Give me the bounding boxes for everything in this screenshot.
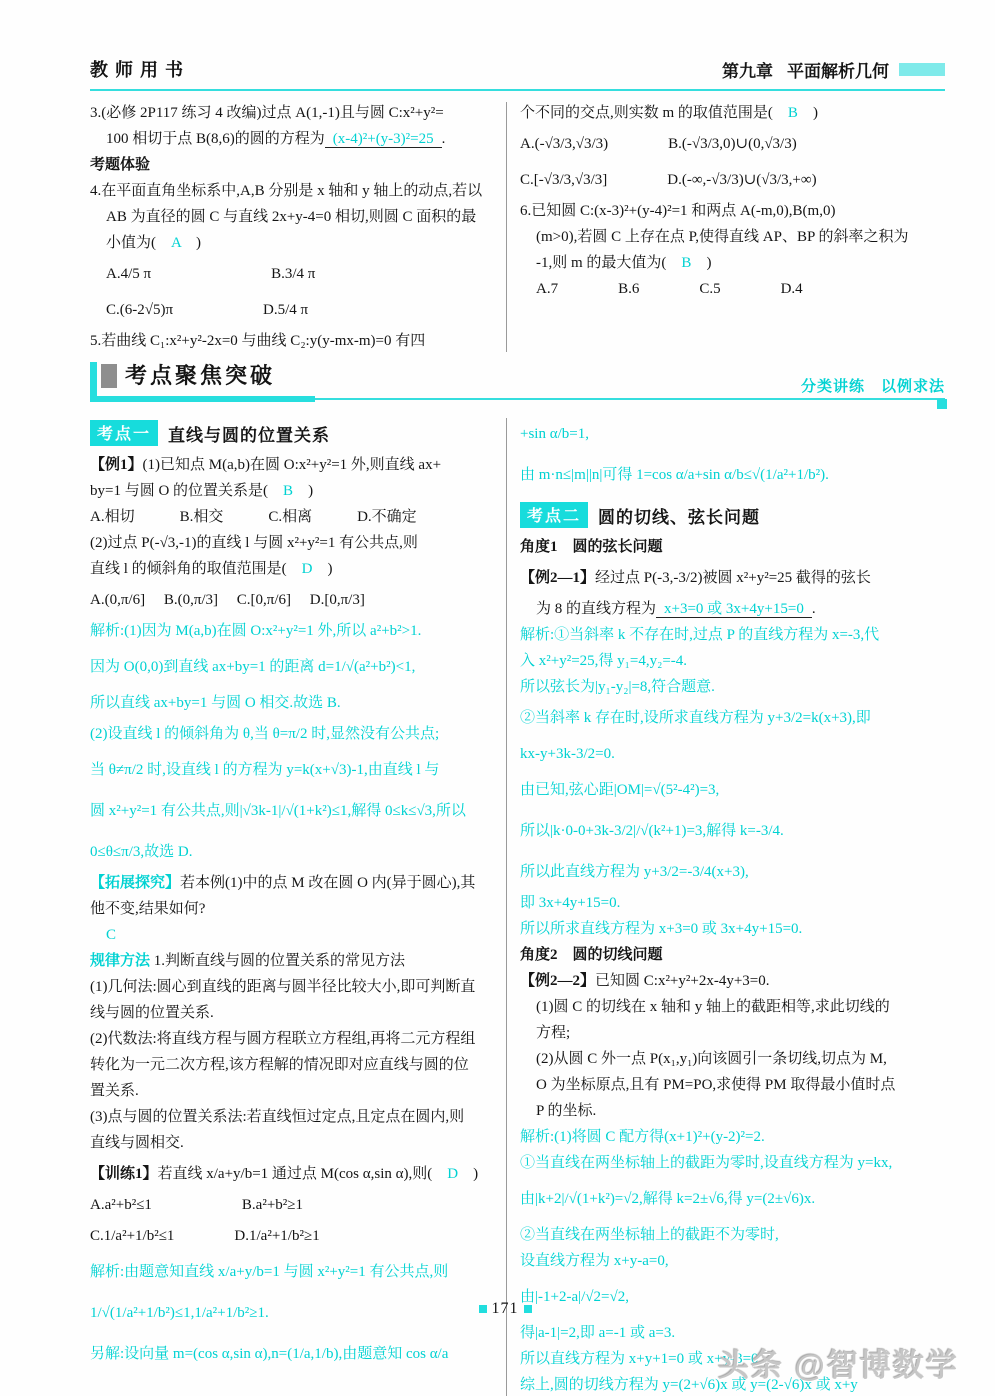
text-segment: A.a²+b²≤1 B.a²+b²≥1 [90,1197,304,1213]
text-segment: 转化为一元二次方程,该方程解的情况即对应直线与圆的位 [90,1057,469,1073]
text-segment: 所以直线 ax+by=1 与圆 O 相交.故选 B. [90,695,341,711]
text-segment: kx-y+3k-3/2=0. [520,746,615,762]
text-segment: 个不同的交点,则实数 m 的取值范围是( [520,105,788,121]
text-line [520,250,945,276]
text-line [90,582,494,618]
text-segment: A.相切 B.相交 C.相离 D.不确定 [90,509,417,525]
text-line [90,178,494,204]
text-line [90,1290,494,1336]
main-left-column [90,416,494,1396]
text-line [520,452,945,498]
text-segment: +sin α/b=1, [520,426,589,442]
text-segment: 4.在平面直角坐标系中,A,B 分别是 x 轴和 y 轴上的动点,若以 [90,183,483,199]
page-number-square-right [524,1305,532,1313]
main-left-lines [90,452,494,1372]
text-segment: 由|k+2|/√(1+k²)=√2,解得 k=2±√6,得 y=(2±√6)x. [520,1191,816,1207]
text-line [90,556,494,582]
text-segment: . [441,131,446,147]
text-segment: A.(-√3/3,√3/3) B.(-√3/3,0)∪(0,√3/3) [520,136,797,152]
page-number: 171 [491,1300,519,1317]
text-line [90,1254,494,1290]
page-number-square-left [479,1305,487,1313]
text-line [90,1156,494,1192]
text-segment: A.4/5 π B.3/4 π [106,266,316,282]
text-line [520,1046,945,1072]
text-segment: 若本例(1)中的点 M 改在圆 O 内(异于圆心),其 [180,875,476,891]
text-segment: ) [797,105,818,121]
text-segment: 【例2—1】 [520,570,596,586]
text-segment: 他不变,结果如何? [90,901,206,917]
text-segment: (m>0),若圆 C 上存在点 P,使得直线 AP、BP 的斜率之积为 [536,229,909,245]
text-segment: 所以所求直线方程为 x+3=0 或 3x+4y+15=0. [520,921,803,937]
text-line [520,276,945,302]
text-segment: C.1/a²+1/b²≤1 D.1/a²+1/b²≥1 [90,1228,320,1244]
text-line [520,890,945,916]
text-segment: ②当斜率 k 存在时,设所求直线方程为 y+3/2=k(x+3),即 [520,710,871,726]
header-accent-block [899,63,945,76]
text-segment: B [681,255,692,271]
text-segment: 置关系. [90,1083,139,1099]
text-segment: 6.已知圆 C:(x-3)²+(y-4)²=1 和两点 A(-m,0),B(m,0) [520,203,836,219]
column-divider [506,102,507,352]
text-line [90,1052,494,1078]
text-segment: P 的坐标. [536,1103,597,1119]
text-line [90,788,494,834]
text-line [90,618,494,644]
text-segment: 已知圆 C:x²+y²+2x-4y+3=0. [595,973,770,989]
text-line [90,690,494,716]
text-segment: A.7 B.6 C.5 D.4 [536,281,803,297]
text-line [520,416,945,452]
text-line [520,808,945,854]
kaodian1-badge: 考点一 [90,420,158,446]
text-line [90,974,494,1000]
text-line [90,948,494,974]
text-line [90,478,494,504]
answer-blank: (x-4)²+(y-3)²=25 [325,131,442,148]
text-segment: 由 m·n≤|m||n|可得 1=cos α/a+sin α/b≤√(1/a²+1/b²). [520,467,829,483]
text-segment: 即 3x+4y+15=0. [520,895,621,911]
text-line [90,1336,494,1372]
text-line [90,452,494,478]
text-segment: ) [312,561,333,577]
text-segment: 若直线 x/a+y/b=1 通过点 M(cos α,sin α),则( [157,1166,448,1182]
text-line [520,736,945,772]
text-segment: 得|a-1|=2,即 a=-1 或 a=3. [520,1325,676,1341]
text-segment: (2)设直线 l 的倾斜角为 θ,当 θ=π/2 时,显然没有公共点; [90,726,440,742]
main-right-pre-lines [520,416,945,498]
text-segment: D [447,1166,459,1182]
text-segment: 规律方法 [90,953,151,969]
band-gray-square [101,364,117,388]
text-line [90,834,494,870]
kaodian2-title: 圆的切线、弦长问题 [598,507,761,527]
text-segment: 解析:(1)因为 M(a,b)在圆 O:x²+y²=1 外,所以 a²+b²>1. [90,623,422,639]
text-segment: 1.判断直线与圆的位置关系的常见方法 [150,953,406,969]
text-segment: O 为坐标原点,且有 PM=PO,求使得 PM 取得最小值时点 [536,1077,896,1093]
text-segment: C.(6-2√5)π D.5/4 π [106,302,309,318]
text-line [520,994,945,1020]
text-line [90,644,494,690]
text-line [520,648,945,674]
text-line [520,622,945,648]
main-right-lines [520,534,945,1396]
exam-right-column [520,100,945,354]
text-segment: 设直线方程为 x+y-a=0, [520,1253,669,1269]
text-segment: by=1 与圆 O 的位置关系是( [90,483,284,499]
text-segment: A [171,235,182,251]
text-line [520,126,945,162]
text-segment: -1,则 m 的最大值为( [536,255,682,271]
exam-left-column [90,100,494,354]
text-line [520,100,945,126]
text-line [90,1078,494,1104]
text-segment: 所以此直线方程为 y+3/2=-3/4(x+3), [520,864,749,880]
text-segment: 解析:①当斜率 k 不存在时,过点 P 的直线方程为 x=-3,代 [520,627,880,643]
watermark: 头条 @智博数学 [718,1348,959,1383]
text-segment: (1)圆 C 的切线在 x 轴和 y 轴上的截距相等,求此切线的 [536,999,890,1015]
text-line [90,504,494,530]
text-segment: 【例1】 [90,457,143,473]
text-line [520,1176,945,1222]
text-segment: (1)几何法:圆心到直线的距离与圆半径比较大小,即可判断直 [90,979,476,995]
text-segment: 当 θ≠π/2 时,设直线 l 的方程为 y=k(x+√3)-1,由直线 l 与 [90,762,440,778]
text-segment: 所以|k·0-0+3k-3/2|/√(k²+1)=3,解得 k=-3/4. [520,823,784,839]
text-segment: 【拓展探究】 [90,875,181,891]
text-segment: AB 为直径的圆 C 与直线 2x+y-4=0 相切,则圆 C 面积的最 [106,209,477,225]
text-segment: 由|-1+2-a|/√2=√2, [520,1289,629,1305]
text-line [520,198,945,224]
text-segment: 角度2 圆的切线问题 [520,947,663,963]
text-line [520,674,945,700]
kaodian1-row [90,418,494,448]
text-segment: ) [293,483,314,499]
main-section [90,416,945,1396]
text-segment: 经过点 P(-3,-3/2)被圆 x²+y²=25 截得的弦长 [595,570,871,586]
text-line [90,152,494,178]
text-segment: 所以弦长为|y₁-y₂|=8,符合题意. [520,679,715,695]
text-segment: (2)过点 P(-√3,-1)的直线 l 与圆 x²+y²=1 有公共点,则 [90,535,418,551]
text-segment: (2)代数法:将直线方程与圆方程联立方程组,再将二元方程组 [90,1031,476,1047]
band-cyan-bar [90,362,97,398]
text-segment: 小值为( [106,235,171,251]
band-end-square [937,399,947,409]
answer-blank: x+3=0 或 3x+4y+15=0 [656,601,812,618]
text-line [90,1192,494,1218]
chapter-number: 第九章 [722,62,773,81]
text-line [520,596,945,622]
text-segment: 因为 O(0,0)到直线 ax+by=1 的距离 d=1/√(a²+b²)<1, [90,659,416,675]
text-segment: ) [458,1166,479,1182]
text-segment: 【例2—2】 [520,973,596,989]
text-line [90,1104,494,1130]
text-segment: 1/√(1/a²+1/b²)≤1,1/a²+1/b²≥1. [90,1305,269,1321]
text-segment: 直线与圆相交. [90,1135,184,1151]
text-line [90,126,494,152]
text-line [90,896,494,922]
text-segment: 考题体验 [90,157,151,173]
text-segment: 直线 l 的倾斜角的取值范围是( [90,561,302,577]
text-line [520,916,945,942]
text-line [90,1026,494,1052]
text-segment: 圆 x²+y²=1 有公共点,则|√3k-1|/√(1+k²)≤1,解得 0≤k≤√3,所以 [90,803,466,819]
text-line [520,1098,945,1124]
text-segment: 100 相切于点 B(8,6)的圆的方程为 [106,131,325,147]
text-line [520,968,945,994]
text-line [90,100,494,126]
kaodian2-row [520,500,945,530]
text-segment: C.[-√3/3,√3/3] D.(-∞,-√3/3)∪(√3/3,+∞) [520,172,817,188]
text-line [90,256,494,292]
section-note: 分类讲练 以例求法 [800,379,945,395]
text-segment: 综上,圆的切线方程为 y=(2+√6)x 或 y=(2-√6)x 或 x+y [520,1377,858,1393]
text-line [520,1150,945,1176]
text-segment: C [106,927,117,943]
section-title: 考点聚焦突破 [125,363,276,388]
text-line [520,942,945,968]
text-line [90,292,494,328]
text-segment: (1)已知点 M(a,b)在圆 O:x²+y²=1 外,则直线 ax+ [142,457,442,473]
text-line [90,204,494,230]
exam-section [90,91,945,354]
text-segment: 3.(必修 2P117 练习 4 改编)过点 A(1,-1)且与圆 C:x²+y²= [90,105,444,121]
text-line [90,230,494,256]
text-segment: B [283,483,294,499]
text-line [520,1274,945,1320]
text-segment: 方程; [536,1025,571,1041]
text-line [520,162,945,198]
text-line [520,1222,945,1248]
text-segment: 线与圆的位置关系. [90,1005,214,1021]
text-segment: 由已知,弦心距|OM|=√(5²-4²)=3, [520,782,720,798]
page-number-row [440,1300,570,1318]
text-segment: A.(0,π/6] B.(0,π/3] C.[0,π/6] D.[0,π/3] [90,592,365,608]
band-thick-rule [90,396,315,402]
text-line [90,1000,494,1026]
text-segment: 为 8 的直线方程为 [536,601,657,617]
text-line [520,700,945,736]
text-segment: 所以直线方程为 x+y+1=0 或 x+y-3=0. [520,1351,763,1367]
text-segment: 另解:设向量 m=(cos α,sin α),n=(1/a,1/b),由题意知 cos α/a [90,1346,449,1362]
book-title: 教师用书 [90,60,190,80]
text-line [90,1130,494,1156]
text-line [90,870,494,896]
chapter-title: 平面解析几何 [787,62,889,81]
text-line [90,530,494,556]
text-segment: 【训练1】 [90,1166,158,1182]
text-segment: B [787,105,798,121]
kaodian1-title: 直线与圆的位置关系 [168,425,331,445]
main-right-column [520,416,945,1396]
text-line [520,560,945,596]
text-segment: 入 x²+y²=25,得 y₁=4,y₂=-4. [520,653,688,669]
chapter-header [722,57,945,82]
kaodian2-badge: 考点二 [520,502,588,528]
text-segment: 0≤θ≤π/3,故选 D. [90,844,193,860]
text-line [520,1072,945,1098]
page-header [90,56,945,91]
text-line [90,752,494,788]
text-segment: D [301,561,313,577]
text-segment: ②当直线在两坐标轴上的截距不为零时, [520,1227,779,1243]
text-segment: . [811,601,816,617]
text-segment: 5.若曲线 C₁:x²+y²-2x=0 与曲线 C₂:y(y-mx-m)=0 有四 [90,333,426,349]
text-segment: 角度1 圆的弦长问题 [520,539,663,555]
text-line [90,922,494,948]
text-segment: ) [181,235,202,251]
text-segment: ) [691,255,712,271]
column-divider [506,418,507,1396]
text-line [520,1248,945,1274]
text-line [520,1020,945,1046]
text-line [90,1218,494,1254]
text-segment: ①当直线在两坐标轴上的截距为零时,设直线方程为 y=kx, [520,1155,893,1171]
section-band [90,362,945,406]
text-line [90,716,494,752]
text-segment: (2)从圆 C 外一点 P(x₁,y₁)向该圆引一条切线,切点为 M, [536,1051,887,1067]
text-segment: 解析:(1)将圆 C 配方得(x+1)²+(y-2)²=2. [520,1129,765,1145]
text-line [520,1124,945,1150]
text-segment: (3)点与圆的位置关系法:若直线恒过定点,且定点在圆内,则 [90,1109,465,1125]
text-line [520,854,945,890]
text-line [520,772,945,808]
text-line [520,534,945,560]
text-line [520,224,945,250]
text-line [90,328,494,354]
text-segment: 解析:由题意知直线 x/a+y/b=1 与圆 x²+y²=1 有公共点,则 [90,1264,449,1280]
